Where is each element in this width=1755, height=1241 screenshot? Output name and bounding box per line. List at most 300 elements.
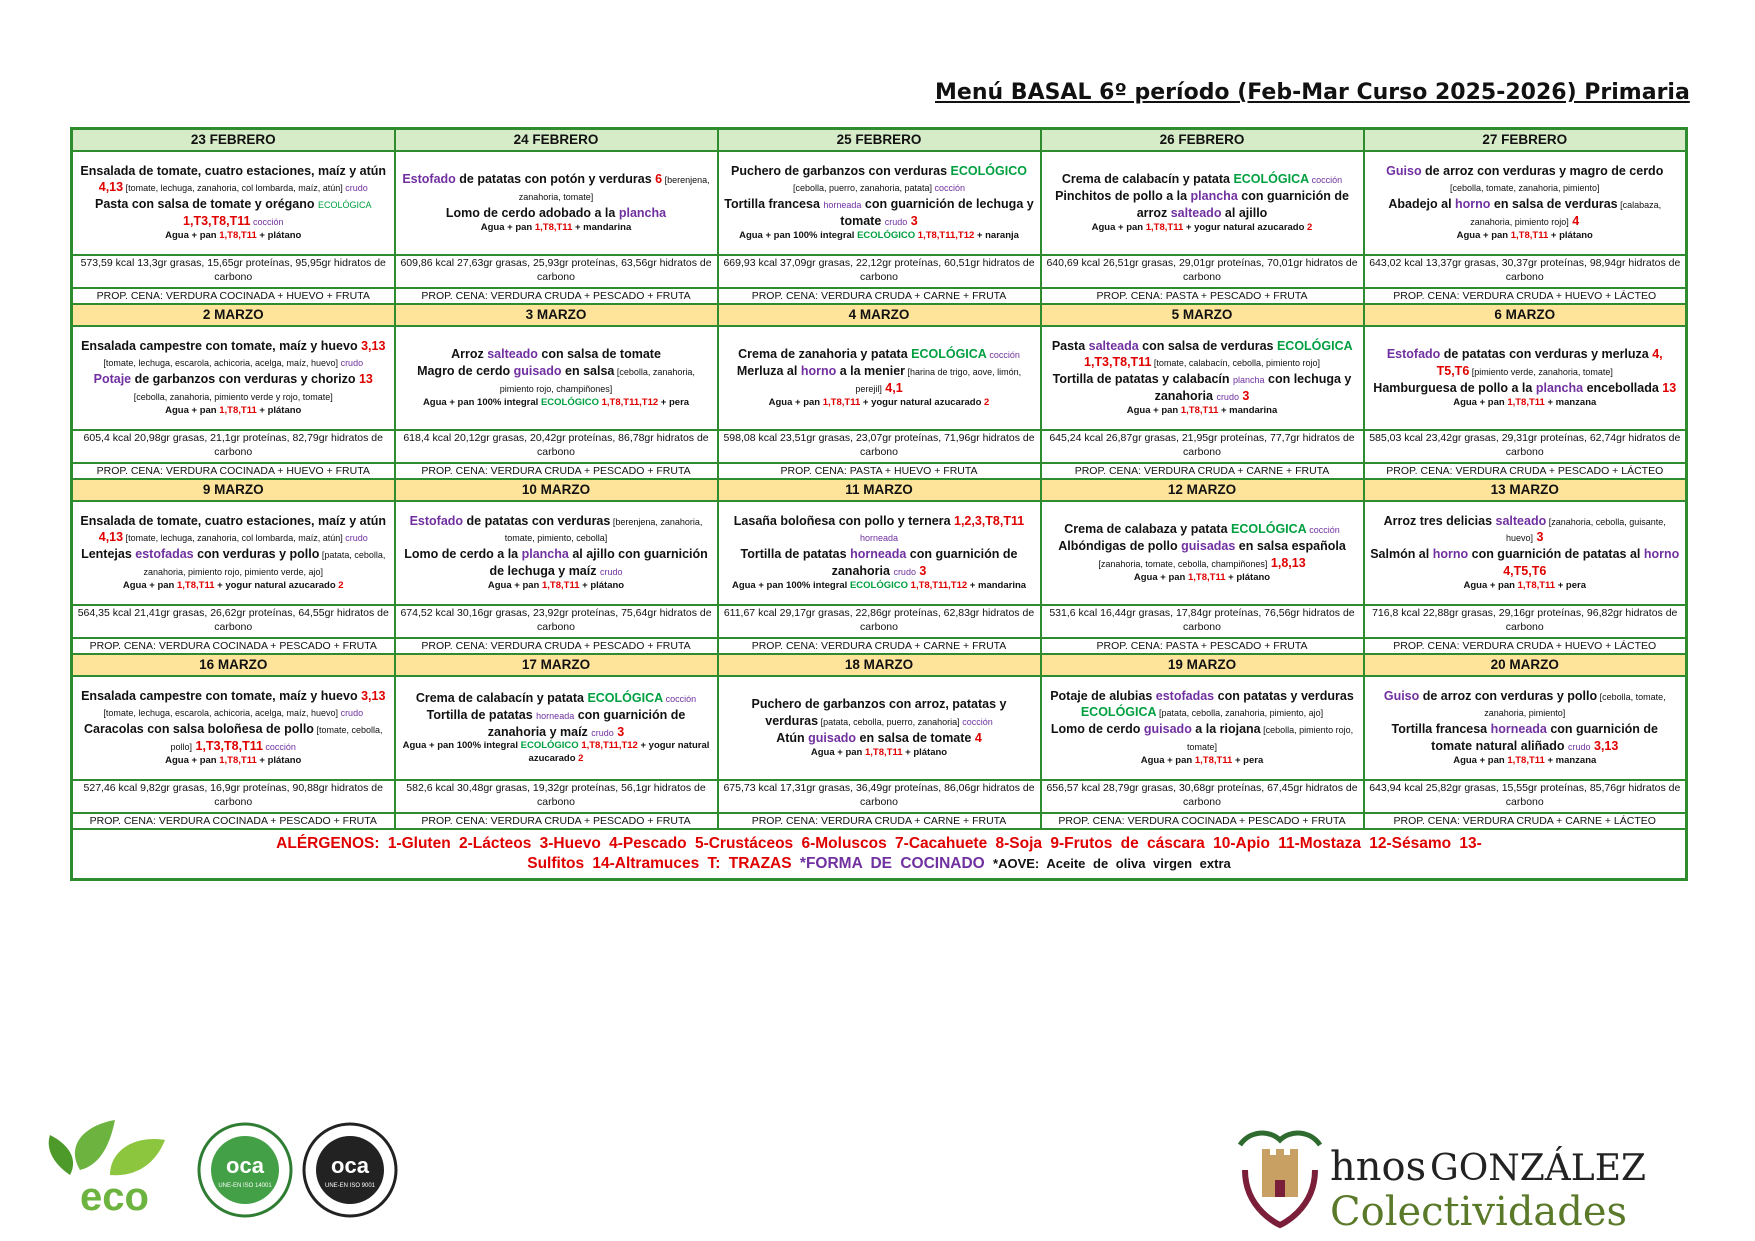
side-text-segment: Agua + pan <box>1133 571 1188 583</box>
dinner-suggestion: PROP. CENA: VERDURA COCINADA + PESCADO + FRUTA <box>72 813 395 829</box>
second-course <box>1370 196 1681 230</box>
side-text-segment: 1,T8,T11,T12 <box>915 230 975 242</box>
dish-text-segment: crudo <box>338 358 364 369</box>
day-dishes <box>718 501 1041 605</box>
dinner-suggestion: PROP. CENA: VERDURA CRUDA + CARNE + LÁCTEO <box>1364 813 1687 829</box>
dinner-suggestion: PROP. CENA: PASTA + HUEVO + FRUTA <box>718 463 1041 479</box>
side-text-segment: + plátano <box>1548 230 1593 242</box>
second-course <box>78 721 389 755</box>
side-text-segment: Agua + pan <box>1453 396 1508 408</box>
dish-text-segment: Estofado <box>1386 347 1441 362</box>
dish-text-segment: estofadas <box>135 547 194 562</box>
dish-text-segment: ECOLÓGICO <box>950 163 1027 178</box>
gonzalez-text: GONZÁLEZ <box>1430 1148 1646 1189</box>
side-items <box>1370 755 1681 767</box>
day-dishes <box>72 501 395 605</box>
side-text-segment: + yogur natural azucarado <box>1183 221 1308 233</box>
day-dishes <box>395 676 718 780</box>
dish-text-segment: cocción <box>1309 175 1343 186</box>
dish-text-segment: salteado <box>1170 205 1222 220</box>
side-text-segment: 1,T8,T11 <box>219 230 257 242</box>
side-items <box>1370 230 1681 242</box>
day-date: 6 MARZO <box>1364 304 1687 326</box>
dish-text-segment: [berenjena, zanahoria, tomate, pimiento, cebolla] <box>504 516 703 544</box>
dish-text-segment: crudo <box>599 567 623 578</box>
dinner-suggestion: PROP. CENA: VERDURA COCINADA + PESCADO + FRUTA <box>72 638 395 654</box>
day-dishes <box>1041 676 1364 780</box>
first-course <box>78 513 389 547</box>
svg-text:oca: oca <box>331 1153 369 1178</box>
nutrition-row <box>72 605 1687 638</box>
dinner-suggestion: PROP. CENA: VERDURA CRUDA + PESCADO + FRUTA <box>395 813 718 829</box>
side-items <box>1370 397 1681 409</box>
dinner-suggestion: PROP. CENA: VERDURA CRUDA + PESCADO + FRUTA <box>395 288 718 304</box>
dish-text-segment: [patata, cebolla, puerro, zanahoria] <box>818 716 960 727</box>
second-course <box>1370 380 1681 397</box>
dish-text-segment: Lomo de cerdo adobado a la <box>445 205 619 220</box>
dish-text-segment: a la menier <box>836 363 906 378</box>
dish-text-segment: 4,T5,T6 <box>1503 564 1547 579</box>
dish-text-segment: [tomate, lechuga, escarola, achicoria, acelga, maíz, huevo] <box>103 708 339 719</box>
side-items <box>1047 405 1358 417</box>
side-text-segment: + pera <box>1555 580 1586 592</box>
dish-text-segment: Ensalada campestre con tomate, maíz y huevo <box>81 688 362 703</box>
side-items <box>1047 755 1358 767</box>
dish-text-segment: plancha <box>618 205 667 220</box>
dishes-row <box>72 676 1687 780</box>
side-text-segment: ECOLÓGICO <box>520 740 579 752</box>
colectividades-text: Colectividades <box>1330 1189 1628 1235</box>
nutrition-info: 582,6 kcal 30,48gr grasas, 19,32gr proteínas, 56,1gr hidratos de carbono <box>395 780 718 813</box>
day-date: 24 FEBRERO <box>395 129 718 151</box>
dish-text-segment: [tomate, calabacín, cebolla, pimiento rojo] <box>1151 358 1320 369</box>
second-course <box>1047 371 1358 405</box>
dish-text-segment: ECOLÓGICA <box>317 200 372 211</box>
side-text-segment: 1,T8,T11 <box>1507 396 1545 408</box>
dish-text-segment: guisado <box>513 363 562 378</box>
dish-text-segment: plancha <box>1535 380 1584 395</box>
hnos-text: hnos <box>1330 1144 1427 1190</box>
second-course <box>1370 721 1681 755</box>
dish-text-segment: con guarnición de arroz <box>1136 188 1349 220</box>
date-row <box>72 654 1687 676</box>
dish-text-segment: 3 <box>1238 389 1250 404</box>
side-text-segment: Agua + pan <box>122 580 177 592</box>
side-items <box>401 397 712 409</box>
side-text-segment: 2 <box>338 580 344 592</box>
svg-text:UNE-EN ISO 14001: UNE-EN ISO 14001 <box>218 1183 272 1189</box>
dish-text-segment: Lomo de cerdo <box>1050 722 1144 737</box>
dish-text-segment: con salsa de tomate <box>537 347 661 362</box>
second-course <box>1047 188 1358 222</box>
second-course <box>724 196 1035 230</box>
dish-text-segment: en salsa de tomate <box>856 730 975 745</box>
side-items <box>1370 580 1681 592</box>
second-course <box>78 371 389 405</box>
day-date: 12 MARZO <box>1041 479 1364 501</box>
side-text-segment: Agua + pan <box>1453 755 1508 767</box>
day-date: 20 MARZO <box>1364 654 1687 676</box>
first-course <box>401 690 712 707</box>
side-text-segment: + manzana <box>1544 755 1597 767</box>
dish-text-segment: Atún <box>776 730 809 745</box>
side-items <box>1047 222 1358 234</box>
nutrition-info: 605,4 kcal 20,98gr grasas, 21,1gr proteínas, 82,79gr hidratos de carbono <box>72 430 395 463</box>
side-text-segment: 2 <box>984 396 990 408</box>
dinner-row <box>72 813 1687 829</box>
dish-text-segment: Magro de cerdo <box>417 363 514 378</box>
dish-text-segment: crudo <box>342 533 368 544</box>
oca-iso9001-seal <box>304 1124 396 1216</box>
dish-text-segment: Ensalada de tomate, cuatro estaciones, maíz y atún <box>80 513 387 528</box>
second-course <box>1047 721 1358 755</box>
dish-text-segment: con guarnición de lechuga y tomate <box>840 197 1034 229</box>
dish-text-segment: 4,13 <box>98 530 124 545</box>
dish-text-segment: encebollada <box>1583 380 1663 395</box>
dish-text-segment: Potaje de alubias <box>1050 688 1156 703</box>
dinner-suggestion: PROP. CENA: VERDURA COCINADA + HUEVO + FRUTA <box>72 288 395 304</box>
dish-text-segment: guisado <box>1143 722 1192 737</box>
day-date: 4 MARZO <box>718 304 1041 326</box>
dish-text-segment: plancha <box>1190 188 1238 203</box>
side-text-segment: 1,T8,T11,T12 <box>599 396 659 408</box>
first-course <box>401 171 712 205</box>
day-dishes <box>1364 151 1687 255</box>
dish-text-segment: de patatas con verduras <box>463 513 611 528</box>
certification-logos <box>40 1115 400 1225</box>
side-text-segment: 1,T8,T11 <box>1180 405 1219 417</box>
dinner-suggestion: PROP. CENA: VERDURA COCINADA + HUEVO + FRUTA <box>72 463 395 479</box>
side-text-segment: ECOLÓGICO <box>849 580 909 592</box>
side-text-segment: 1,T8,T11 <box>865 746 903 758</box>
side-text-segment: Agua + pan 100% integral <box>422 396 541 408</box>
dinner-suggestion: PROP. CENA: VERDURA CRUDA + HUEVO + LÁCTEO <box>1364 638 1687 654</box>
side-text-segment: + plátano <box>256 230 302 242</box>
side-text-segment: Agua + pan <box>165 230 220 242</box>
dish-text-segment: 4,1 <box>881 380 903 395</box>
dish-text-segment: con lechuga y zanahoria <box>1154 372 1352 404</box>
nutrition-info: 669,93 kcal 37,09gr grasas, 22,12gr proteínas, 60,51gr hidratos de carbono <box>718 255 1041 288</box>
second-course <box>1370 546 1681 580</box>
dish-text-segment: crudo <box>591 727 614 738</box>
dish-text-segment: Puchero de garbanzos con arroz, patatas y verduras <box>751 697 1007 728</box>
dish-text-segment: [cebolla, puerro, zanahoria, patata] <box>792 183 933 194</box>
dish-text-segment: Salmón al <box>1370 547 1433 562</box>
first-course <box>724 163 1035 197</box>
dish-text-segment: con verduras y pollo <box>193 547 320 562</box>
side-text-segment: 1,T8,T11 <box>1517 580 1556 592</box>
dinner-suggestion: PROP. CENA: PASTA + PESCADO + FRUTA <box>1041 638 1364 654</box>
day-date: 17 MARZO <box>395 654 718 676</box>
hnos-gonzalez-logo <box>1230 1125 1690 1235</box>
dish-text-segment: [cebolla, tomate, zanahoria, pimiento] <box>1484 691 1666 719</box>
side-text-segment: + plátano <box>256 755 302 767</box>
dish-text-segment: ECOLÓGICA <box>587 690 664 705</box>
dish-text-segment: de garbanzos con verduras y chorizo <box>131 372 359 387</box>
dish-text-segment: con guarnición de patatas al <box>1468 547 1644 562</box>
side-items <box>724 230 1035 242</box>
dish-text-segment: horno <box>1643 547 1680 562</box>
day-dishes <box>718 676 1041 780</box>
day-date: 27 FEBRERO <box>1364 129 1687 151</box>
eco-leaf-icon <box>49 1120 165 1175</box>
day-date: 13 MARZO <box>1364 479 1687 501</box>
day-dishes <box>1041 501 1364 605</box>
side-text-segment: 2 <box>578 752 584 764</box>
menu-table <box>70 127 1688 881</box>
dish-text-segment: Lomo de cerdo a la <box>404 547 522 562</box>
dish-text-segment: Tortilla francesa <box>1391 722 1491 737</box>
first-course <box>1047 171 1358 188</box>
dish-text-segment: cocción <box>986 350 1020 361</box>
second-course <box>401 205 712 222</box>
dish-text-segment: Crema de calabaza y patata <box>1064 522 1231 537</box>
nutrition-info: 527,46 kcal 9,82gr grasas, 16,9gr proteínas, 90,88gr hidratos de carbono <box>72 780 395 813</box>
nutrition-info: 643,02 kcal 13,37gr grasas, 30,37gr proteínas, 98,94gr hidratos de carbono <box>1364 255 1687 288</box>
side-text-segment: Agua + pan <box>1456 230 1511 242</box>
dish-text-segment: crudo <box>342 183 368 194</box>
dish-text-segment: 6 <box>655 172 663 187</box>
side-text-segment: Agua + pan 100% integral <box>739 230 858 242</box>
day-dishes <box>1364 676 1687 780</box>
dish-text-segment: Hamburguesa de pollo a la <box>1373 380 1536 395</box>
first-course <box>1370 346 1681 380</box>
first-course <box>1370 513 1681 547</box>
side-text-segment: Agua + pan <box>480 221 535 233</box>
allergen-legend <box>72 829 1687 880</box>
dish-text-segment: [harina de trigo, aove, limón, perejil] <box>855 366 1022 394</box>
side-text-segment: 1,T8,T11 <box>1507 755 1545 767</box>
dish-text-segment: 3 <box>907 214 918 229</box>
side-items <box>401 740 712 765</box>
side-text-segment: Agua + pan <box>1140 755 1195 767</box>
dish-text-segment: [berenjena, zanahoria, tomate] <box>518 175 710 202</box>
dish-text-segment: Crema de zanahoria y patata <box>738 347 912 362</box>
dish-text-segment: Puchero de garbanzos con verduras <box>731 163 951 178</box>
dish-text-segment: horneada <box>536 710 575 721</box>
side-text-segment: 1,T8,T11 <box>1145 221 1184 233</box>
first-course <box>1047 688 1358 722</box>
side-items <box>78 405 389 417</box>
dish-text-segment: Crema de calabacín y patata <box>415 690 588 705</box>
first-course <box>401 513 712 547</box>
day-dishes <box>395 326 718 430</box>
dish-text-segment: Lentejas <box>81 547 136 562</box>
side-text-segment: 2 <box>1307 221 1313 233</box>
day-dishes <box>1364 326 1687 430</box>
second-course <box>401 707 712 741</box>
dish-text-segment: Abadejo al <box>1388 197 1456 212</box>
side-text-segment: 1,T8,T11 <box>219 755 257 767</box>
dish-text-segment: ECOLÓGICA <box>1233 172 1310 187</box>
legend-line-1: ALÉRGENOS: 1-Gluten 2-Lácteos 3-Huevo 4-Pescado 5-Crustáceos 6-Moluscos 7-Cacahuete 8-Soja 9-Frutos de cáscara 10-Apio 11-Mostaza 12-Sésamo 13- <box>276 834 1482 852</box>
dish-text-segment: [calabaza, zanahoria, pimiento rojo] <box>1470 200 1662 228</box>
first-course <box>78 163 389 197</box>
dish-text-segment: Guiso <box>1383 688 1420 703</box>
side-text-segment: 1,T8,T11 <box>1194 755 1233 767</box>
dish-text-segment: [patata, cebolla, zanahoria, pimiento, ajo] <box>1156 708 1324 719</box>
dish-text-segment: Potaje <box>93 372 132 387</box>
dish-text-segment: ECOLÓGICA <box>1276 338 1353 353</box>
dish-text-segment: crudo <box>893 567 916 578</box>
first-course <box>724 513 1035 547</box>
first-course <box>724 346 1035 363</box>
day-date: 10 MARZO <box>395 479 718 501</box>
dish-text-segment: en salsa española <box>1235 538 1346 553</box>
second-course <box>78 546 389 580</box>
first-course <box>78 688 389 722</box>
dish-text-segment: Caracolas con salsa boloñesa de pollo <box>84 722 314 737</box>
dish-text-segment: Tortilla de patatas y calabacín <box>1052 372 1233 387</box>
dish-text-segment: [tomate, cebolla, pollo] <box>170 725 383 753</box>
side-text-segment: 1,T8,T11 <box>1188 571 1226 583</box>
second-course <box>401 546 712 580</box>
second-course <box>1047 538 1358 572</box>
side-text-segment: + mandarina <box>1218 405 1278 417</box>
side-text-segment: + mandarina <box>572 221 632 233</box>
first-course <box>724 696 1035 730</box>
nutrition-info: 645,24 kcal 26,87gr grasas, 21,95gr proteínas, 77,7gr hidratos de carbono <box>1041 430 1364 463</box>
side-items <box>78 580 389 592</box>
day-dishes <box>72 676 395 780</box>
side-text-segment: 1,T8,T11 <box>177 580 215 592</box>
side-items <box>78 230 389 242</box>
dish-text-segment: Arroz <box>451 347 488 362</box>
dinner-suggestion: PROP. CENA: VERDURA CRUDA + PESCADO + FRUTA <box>395 463 718 479</box>
dish-text-segment: Estofado <box>409 513 464 528</box>
date-row <box>72 479 1687 501</box>
dish-text-segment: Pinchitos de pollo a la <box>1055 188 1191 203</box>
dish-text-segment: crudo <box>884 217 908 228</box>
nutrition-info: 573,59 kcal 13,3gr grasas, 15,65gr proteínas, 95,95gr hidratos de carbono <box>72 255 395 288</box>
dish-text-segment: 3,13 <box>361 688 386 703</box>
dish-text-segment: Pasta con salsa de tomate y orégano <box>94 197 318 212</box>
first-course <box>1370 688 1681 722</box>
nutrition-info: 674,52 kcal 30,16gr grasas, 23,92gr proteínas, 75,64gr hidratos de carbono <box>395 605 718 638</box>
oca-iso14001-seal <box>199 1124 291 1216</box>
nutrition-row <box>72 255 1687 288</box>
dish-text-segment: en salsa <box>561 363 615 378</box>
dish-text-segment: [tomate, lechuga, zanahoria, col lombarda, maíz, atún] <box>123 183 343 194</box>
day-dishes <box>718 151 1041 255</box>
dish-text-segment: Tortilla de patatas <box>426 707 537 722</box>
side-text-segment: Agua + pan <box>810 746 865 758</box>
dish-text-segment: de patatas con verduras y merluza <box>1440 347 1653 362</box>
dinner-suggestion: PROP. CENA: VERDURA CRUDA + HUEVO + LÁCTEO <box>1364 288 1687 304</box>
dish-text-segment: 4,13 <box>98 180 124 195</box>
side-text-segment: + yogur natural azucarado <box>528 740 710 764</box>
side-text-segment: Agua + pan 100% integral <box>402 740 521 752</box>
side-text-segment: 1,T8,T11,T12 <box>578 740 638 752</box>
dish-text-segment: plancha <box>521 547 569 562</box>
dish-text-segment: cocción <box>1306 525 1340 536</box>
dish-text-segment: horneada <box>850 547 907 562</box>
dinner-suggestion: PROP. CENA: VERDURA CRUDA + CARNE + FRUTA <box>718 288 1041 304</box>
side-text-segment: + plátano <box>902 746 948 758</box>
dish-text-segment: a la riojana <box>1191 722 1261 737</box>
day-date: 2 MARZO <box>72 304 395 326</box>
dish-text-segment: crudo <box>338 708 364 719</box>
first-course <box>1047 521 1358 538</box>
dinner-suggestion: PROP. CENA: VERDURA CRUDA + PESCADO + FRUTA <box>395 638 718 654</box>
side-text-segment: Agua + pan <box>1091 221 1146 233</box>
first-course <box>78 338 389 372</box>
dish-text-segment: Arroz tres delicias <box>1383 513 1496 528</box>
side-text-segment: ECOLÓGICO <box>857 230 916 242</box>
date-row <box>72 129 1687 151</box>
dish-text-segment: en salsa de verduras <box>1490 197 1618 212</box>
dish-text-segment: con patatas y verduras <box>1214 688 1354 703</box>
side-items <box>78 755 389 767</box>
dish-text-segment: 1,8,13 <box>1267 555 1306 570</box>
dish-text-segment: guisado <box>808 730 857 745</box>
dish-text-segment: horneada <box>1490 722 1547 737</box>
dish-text-segment: con guarnición de tomate natural aliñado <box>1431 722 1658 754</box>
side-text-segment: + mandarina <box>967 580 1027 592</box>
dish-text-segment: estofadas <box>1155 688 1215 703</box>
day-dishes <box>1041 326 1364 430</box>
dish-text-segment: Tortilla de patatas <box>740 547 851 562</box>
dish-text-segment: horno <box>800 363 837 378</box>
dish-text-segment: [cebolla, zanahoria, pimiento rojo, champiñones] <box>499 366 695 394</box>
nutrition-info: 640,69 kcal 26,51gr grasas, 29,01gr proteínas, 70,01gr hidratos de carbono <box>1041 255 1364 288</box>
dinner-suggestion: PROP. CENA: VERDURA COCINADA + PESCADO + FRUTA <box>1041 813 1364 829</box>
nutrition-info: 609,86 kcal 27,63gr grasas, 25,93gr proteínas, 63,56gr hidratos de carbono <box>395 255 718 288</box>
dish-text-segment: con salsa de verduras <box>1138 338 1277 353</box>
day-date: 9 MARZO <box>72 479 395 501</box>
castle-emblem-icon <box>1240 1133 1320 1225</box>
dish-text-segment: 1,2,3,T8,T11 <box>954 513 1025 528</box>
dish-text-segment: Crema de calabacín y patata <box>1061 172 1234 187</box>
dish-text-segment: Albóndigas de pollo <box>1058 538 1182 553</box>
dinner-suggestion: PROP. CENA: VERDURA CRUDA + CARNE + FRUTA <box>718 638 1041 654</box>
second-course <box>724 363 1035 397</box>
side-text-segment: Agua + pan 100% integral <box>731 580 850 592</box>
legend-line-2 <box>83 854 1675 874</box>
dish-text-segment: salteado <box>1495 513 1547 528</box>
dish-text-segment: 3,13 <box>361 338 386 353</box>
dish-text-segment: [zanahoria, tomate, cebolla, champiñones] <box>1098 558 1268 569</box>
second-course <box>401 363 712 397</box>
dish-text-segment: 13 <box>358 372 373 387</box>
dish-text-segment: con guarnición de zanahoria y maíz <box>487 707 686 739</box>
side-text-segment: + yogur natural azucarado <box>860 396 985 408</box>
eco-text: eco <box>80 1175 149 1219</box>
dish-text-segment: [cebolla, pimiento rojo, tomate] <box>1186 725 1354 753</box>
dish-text-segment: [cebolla, zanahoria, pimiento verde y rojo, tomate] <box>133 392 333 403</box>
side-text-segment: ECOLÓGICO <box>540 396 599 408</box>
day-date: 16 MARZO <box>72 654 395 676</box>
nutrition-info: 643,94 kcal 25,82gr grasas, 15,55gr proteínas, 85,76gr hidratos de carbono <box>1364 780 1687 813</box>
nutrition-info: 611,67 kcal 29,17gr grasas, 22,86gr proteínas, 62,83gr hidratos de carbono <box>718 605 1041 638</box>
second-course <box>724 730 1035 747</box>
day-dishes <box>72 326 395 430</box>
dish-text-segment: cocción <box>262 742 296 753</box>
dishes-row <box>72 326 1687 430</box>
svg-text:oca: oca <box>226 1153 264 1178</box>
dish-text-segment: horno <box>1455 197 1491 212</box>
day-dishes <box>718 326 1041 430</box>
nutrition-info: 598,08 kcal 23,51gr grasas, 23,07gr proteínas, 71,96gr hidratos de carbono <box>718 430 1041 463</box>
dish-text-segment: Merluza al <box>736 363 801 378</box>
day-dishes <box>395 501 718 605</box>
day-dishes <box>1041 151 1364 255</box>
dish-text-segment: salteada <box>1088 338 1139 353</box>
day-date: 19 MARZO <box>1041 654 1364 676</box>
dish-text-segment: 1,T3,T8,T11 <box>1084 355 1152 370</box>
dish-text-segment: cocción <box>932 183 966 194</box>
dish-text-segment: guisadas <box>1181 538 1236 553</box>
